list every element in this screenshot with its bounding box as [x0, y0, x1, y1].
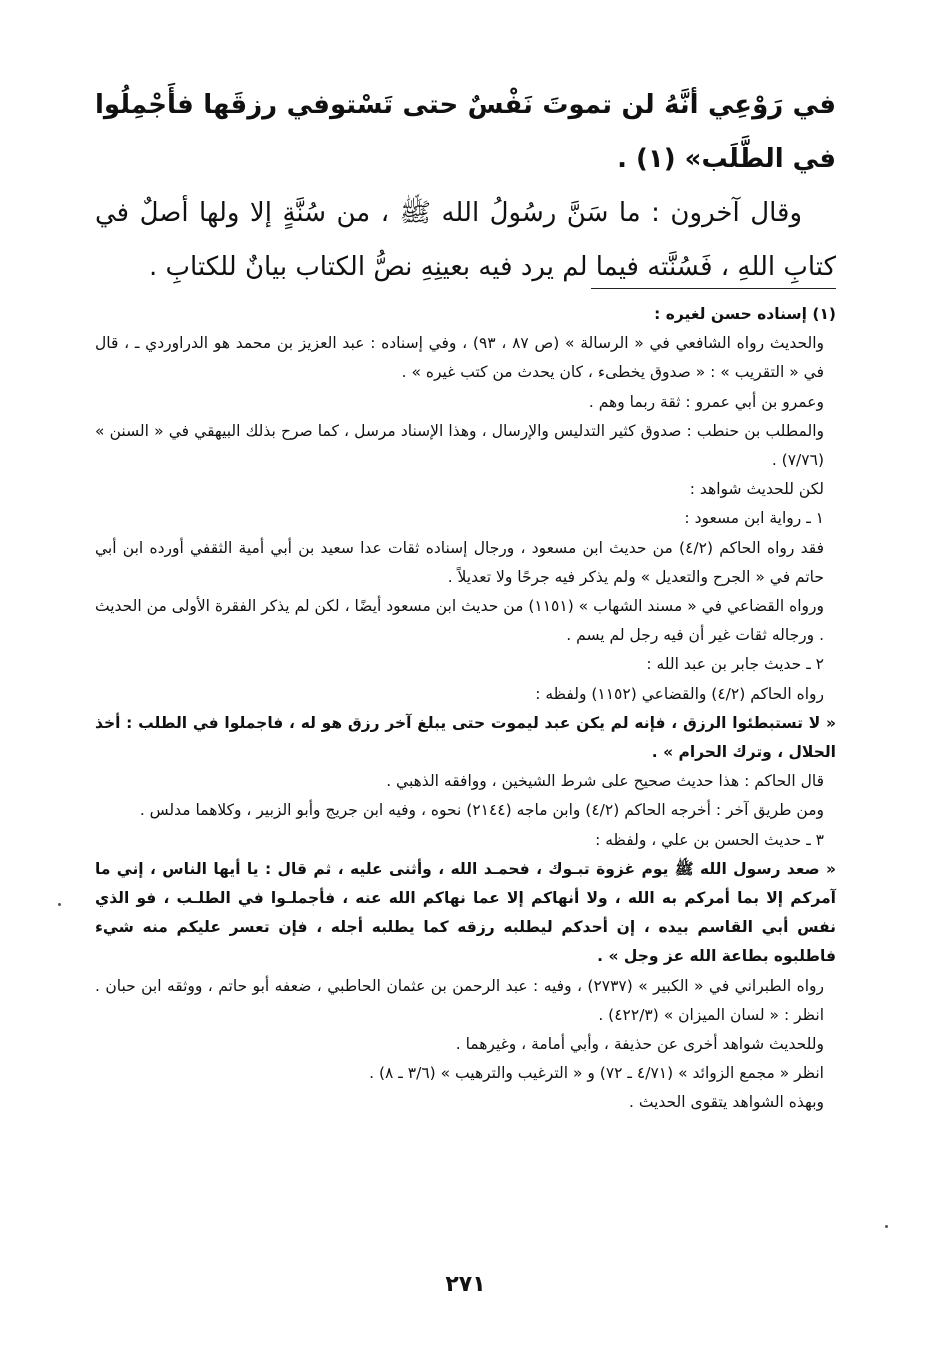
footnote-paragraph: وللحديث شواهد أخرى عن حذيفة ، وأبي أمامة ، وغيرهما .	[455, 1035, 824, 1054]
footnote-paragraph: وبهذه الشواهد يتقوى الحديث .	[629, 1093, 824, 1112]
footnote-heading: (١) إسناده حسن لغيره :	[654, 305, 836, 323]
scan-speck	[58, 903, 61, 906]
footnote-paragraph: ورواه القضاعي في « مسند الشهاب » (١١٥١) من حديث ابن مسعود أيضًا ، لكن لم يذكر الفقرة الأولى من الحديث . ورجاله ثقات غير أن فيه رجل لم يسم .	[95, 597, 824, 645]
footnote-paragraph: ومن طريق آخر : أخرجه الحاكم (٤/٢) وابن ماجه (٢١٤٤) نحوه ، وفيه ابن جريج وأبو الزبير ، وكلاهما مدلس .	[139, 801, 824, 820]
scan-speck	[885, 1225, 888, 1228]
footnote-paragraph: وعمرو بن أبي عمرو : ثقة ربما وهم .	[588, 392, 824, 411]
footnote-subheading: ٣ ـ حديث الحسن بن علي ، ولفظه :	[595, 830, 824, 849]
footnote-hadith-quote: « لا تستبطئوا الرزق ، فإنه لم يكن عبد ليموت حتى يبلغ آخر رزق هو له ، فاجملوا في الطلب : أخذ الحلال ، وترك الحرام » .	[95, 713, 836, 762]
footnotes-block	[95, 300, 836, 1118]
footnote-paragraph: فقد رواه الحاكم (٤/٢) من حديث ابن مسعود ، ورجال إسناده ثقات عدا سعيد بن أبي أمية الثقفي أورده ابن أبي حاتم في « الجرح والتعديل » ولم يذكر فيه جرحًا ولا تعديلاً .	[95, 538, 824, 586]
footnote-divider	[591, 288, 836, 289]
footnote-hadith-quote: « صعد رسول الله ﷺ يوم غزوة تبـوك ، فحمـد الله ، وأثنى عليه ، ثم قال : يا أيها الناس ، إني ما آمركم إلا بما أمركم به الله ، ولا أنهاكم إلا عما نهاكم الله عنه ، فأجملـوا في الطلـب ، فو الذي نفس أبي القاسم بيده ، إن أحدكم ليطلبه رزقه كما يطلبه أجله ، فإن تعسر عليكم منه شيء فاطلبوه بطاعة الله عز وجل » .	[95, 859, 836, 966]
footnote-paragraph: قال الحاكم : هذا حديث صحيح على شرط الشيخين ، ووافقه الذهبي .	[386, 772, 824, 791]
footnote-paragraph: رواه الحاكم (٤/٢) والقضاعي (١١٥٢) ولفظه :	[535, 684, 824, 703]
main-text-line-1: في رَوْعِي أنَّهُ لن تموتَ نَفْسٌ حتى تَسْتوفي رزقَها فأَجْمِلُوا في الطَّلَب» (١) .	[95, 90, 836, 174]
main-text-block	[95, 78, 836, 294]
footnote-paragraph: لكن للحديث شواهد :	[689, 480, 824, 499]
footnote-paragraph: والحديث رواه الشافعي في « الرسالة » (ص ٨٧ ، ٩٣) ، وفي إسناده : عبد العزيز بن محمد هو الدراوردي ـ ، قال في « التقريب » : « صدوق يخطىء ، كان يحدث من كتب غيره » .	[95, 334, 825, 382]
footnote-subheading: ٢ ـ حديث جابر بن عبد الله :	[646, 655, 824, 674]
footnote-paragraph: رواه الطبراني في « الكبير » (٢٧٣٧) ، وفيه : عبد الرحمن بن عثمان الحاطبي ، ضعفه أبو حاتم ، ووثقه ابن حبان . انظر : « لسان الميزان » (٤٢٢/٣) .	[95, 976, 824, 1024]
footnote-subheading: ١ ـ رواية ابن مسعود :	[684, 509, 824, 528]
footnote-paragraph: انظر « مجمع الزوائد » (٤/٧١ ـ ٧٢) و « الترغيب والترهيب » (٣/٦ ـ ٨) .	[369, 1064, 824, 1083]
page-number: ٢٧١	[445, 1272, 486, 1297]
main-text-paragraph-2: وقال آخرون : ما سَنَّ رسُولُ الله ﷺ ، من سُنَّةٍ إلا ولها أصلٌ في كتابِ اللهِ ، فَسُنَّته فيما لم يرد فيه بعينِهِ نصُّ الكتاب بيانٌ للكتابِ .	[95, 198, 836, 282]
footnote-paragraph: والمطلب بن حنطب : صدوق كثير التدليس والإرسال ، وهذا الإسناد مرسل ، كما صرح بذلك البيهقي في « السنن » (٧/٧٦) .	[95, 421, 824, 470]
